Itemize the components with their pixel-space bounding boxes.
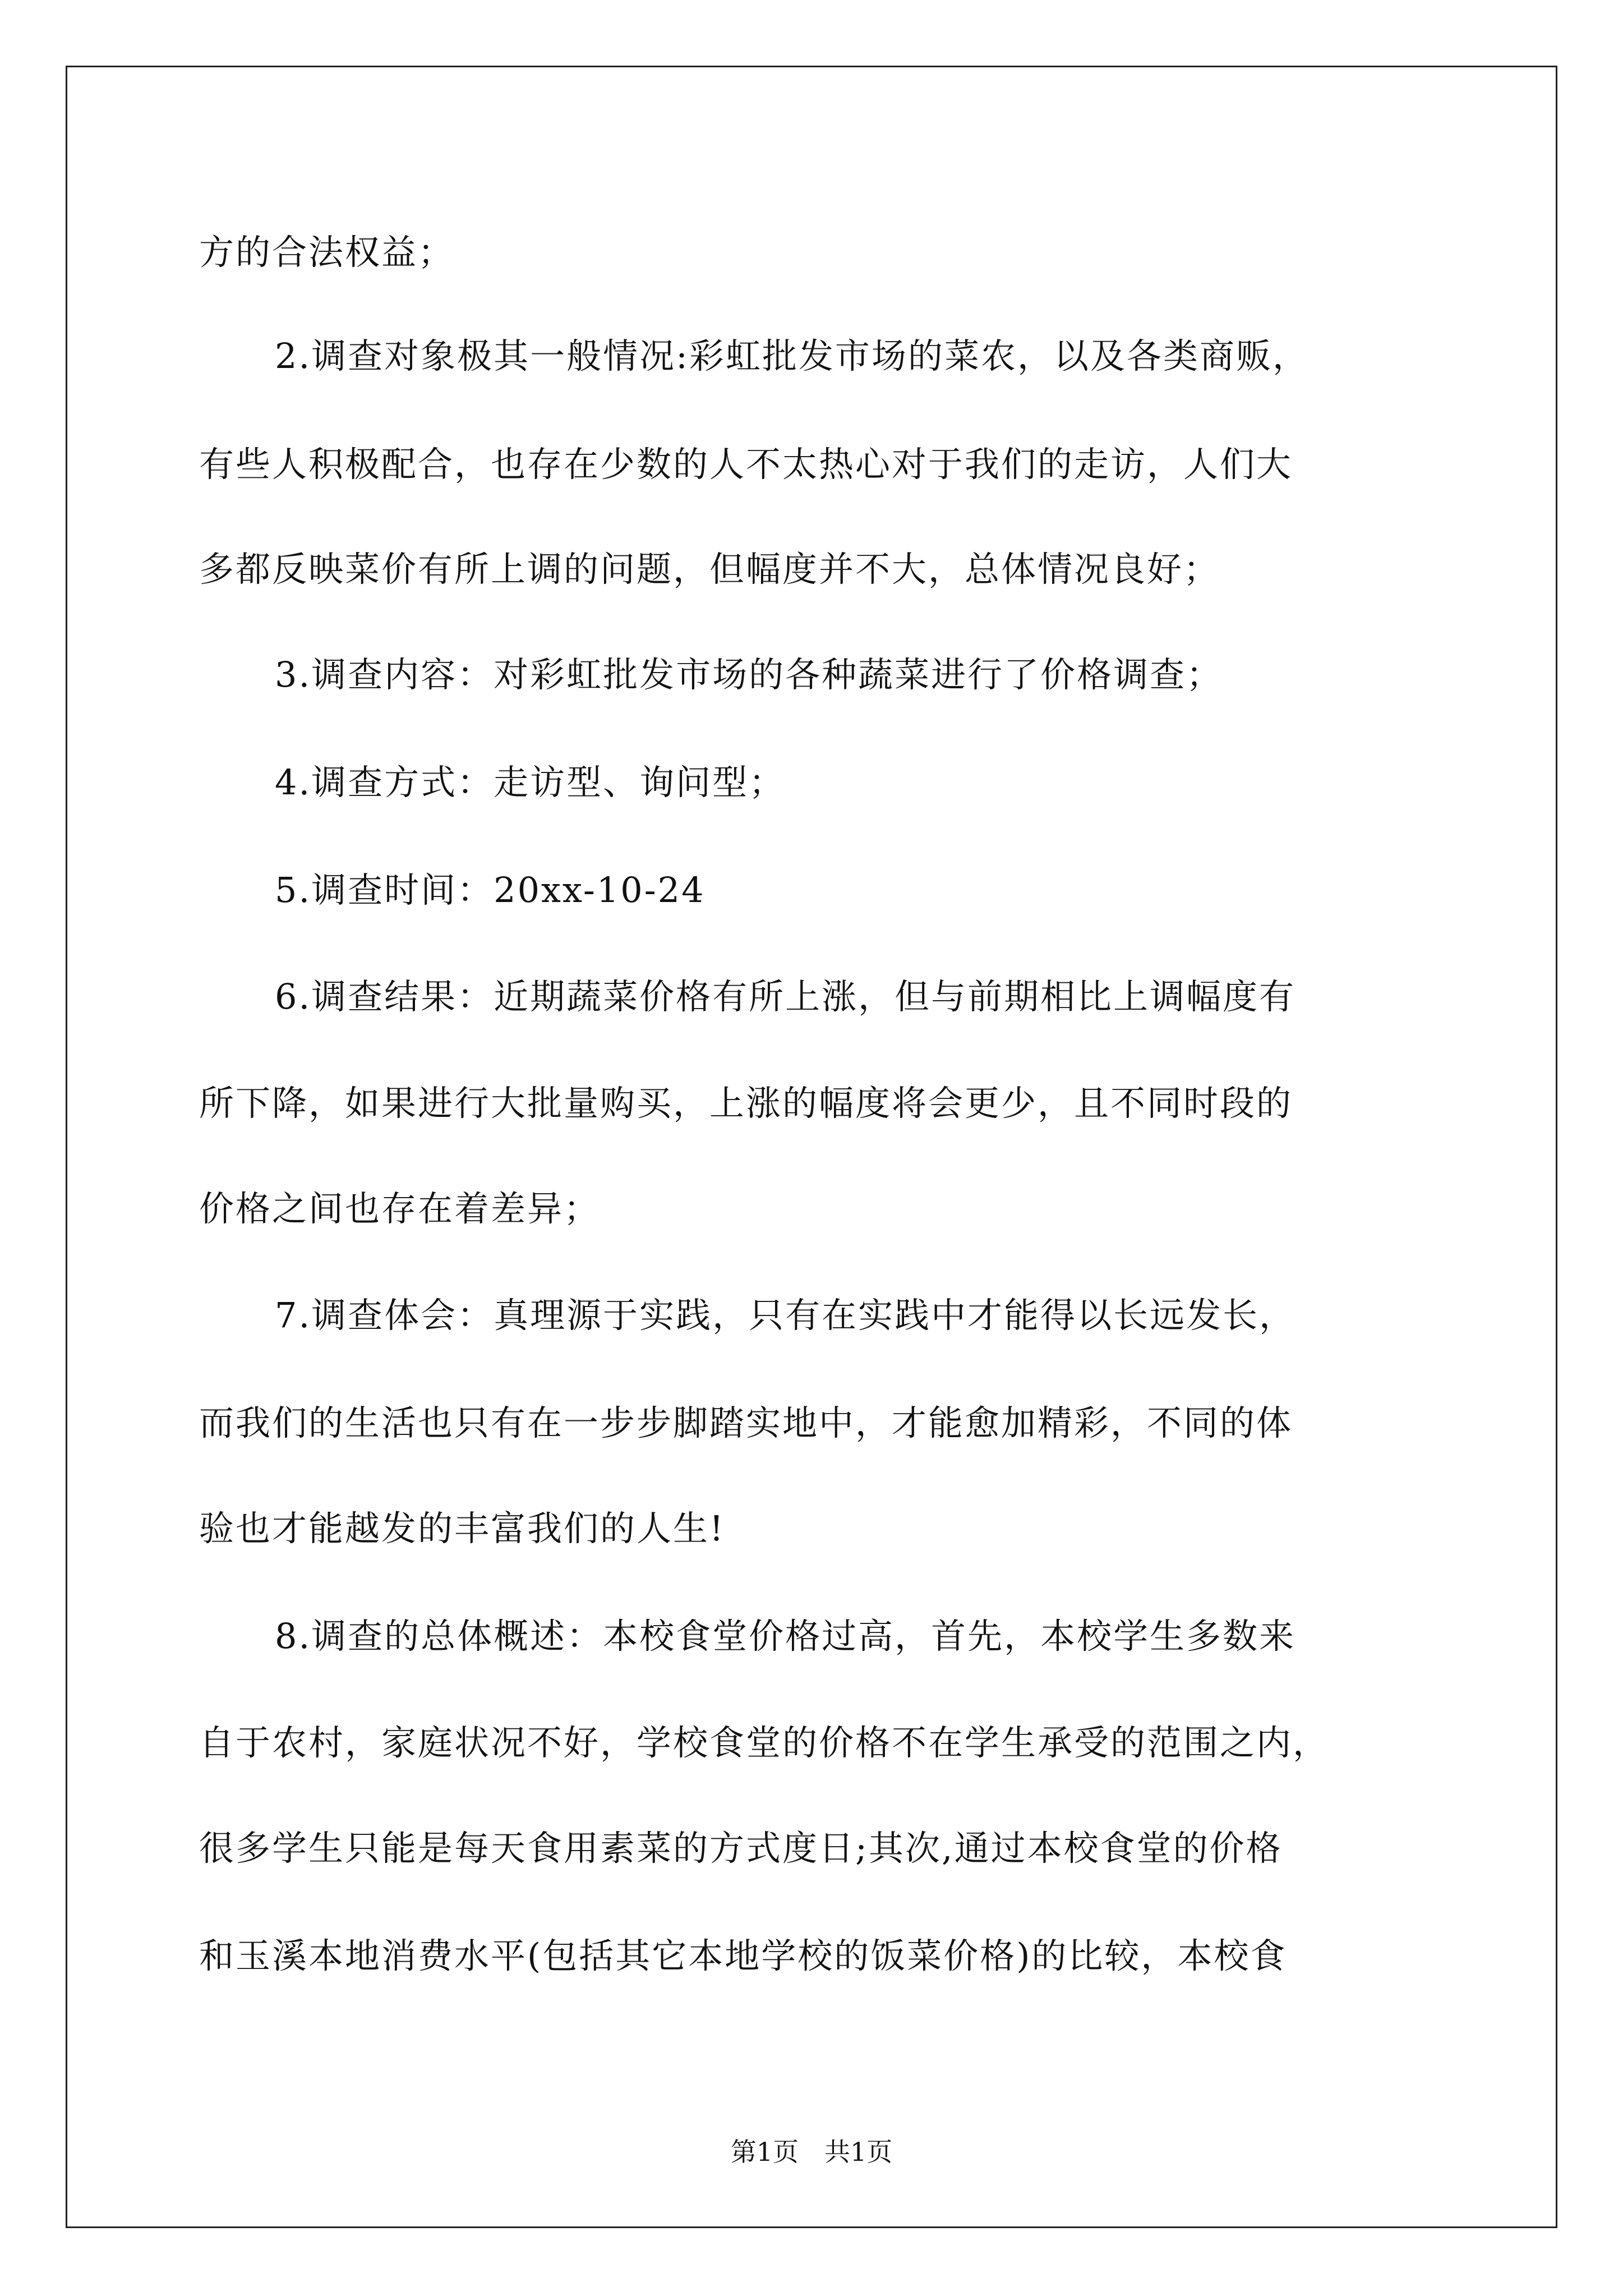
text-line: 很多学生只能是每天食用素菜的方式度日;其次,通过本校食堂的价格	[199, 1828, 1283, 1869]
page-number: 第1页 共1页	[730, 2137, 893, 2167]
text-line: 3.调查内容：对彩虹批发市场的各种蔬菜进行了价格调查；	[275, 654, 1223, 695]
text-line: 有些人积极配合，也存在少数的人不太热心对于我们的走访，人们大	[199, 444, 1293, 485]
text-line: 验也才能越发的丰富我们的人生!	[199, 1508, 725, 1549]
text-line: 所下降，如果进行大批量购买，上涨的幅度将会更少，且不同时段的	[199, 1083, 1293, 1124]
text-line: 7.调查体会：真理源于实践，只有在实践中才能得以长远发长，	[275, 1295, 1296, 1336]
text-line: 6.调查结果：近期蔬菜价格有所上涨，但与前期相比上调幅度有	[275, 976, 1296, 1017]
text-line: 8.调查的总体概述：本校食堂价格过高，首先，本校学生多数来	[275, 1616, 1296, 1657]
text-line: 而我们的生活也只有在一步步脚踏实地中，才能愈加精彩，不同的体	[199, 1402, 1293, 1443]
text-line: 2.调查对象极其一般情况:彩虹批发市场的菜农，以及各类商贩，	[275, 335, 1310, 376]
text-line: 4.调查方式：走访型、询问型；	[275, 762, 786, 803]
text-line: 方的合法权益；	[199, 232, 455, 273]
text-line: 价格之间也存在着差异；	[199, 1188, 601, 1229]
text-line: 5.调查时间：20xx-10-24	[275, 869, 706, 910]
text-line: 自于农村，家庭状况不好，学校食堂的价格不在学生承受的范围之内，	[199, 1722, 1330, 1763]
page-border	[66, 66, 1557, 2228]
text-line: 多都反映菜价有所上调的问题，但幅度并不大，总体情况良好；	[199, 549, 1220, 590]
text-line: 和玉溪本地消费水平(包括其它本地学校的饭菜价格)的比较，本校食	[199, 1935, 1287, 1976]
